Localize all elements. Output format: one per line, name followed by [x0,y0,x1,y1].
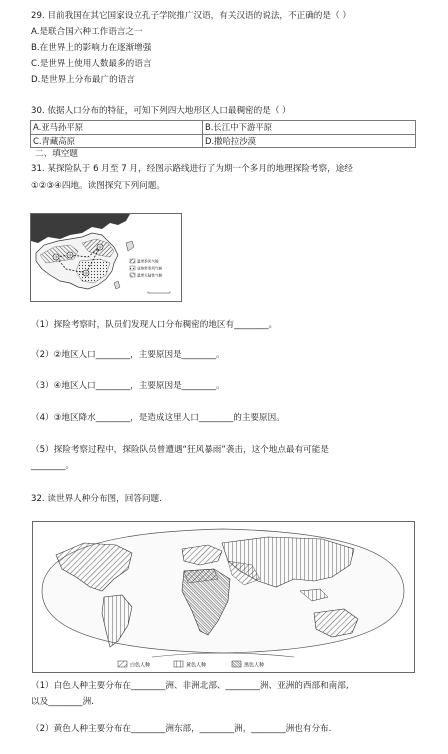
china-route-map [30,213,182,302]
section-heading: 二、填空题 [35,149,78,159]
q30-stem: 30. 依据人口分布的特征，可知下列四大地形区人口最稠密的是（ ） [31,106,291,116]
q29-option-b: B.在世界上的影响力在逐渐增强 [31,43,152,53]
legend-label-white: 白色人种 [130,662,151,669]
legend-swatch-black [232,661,241,667]
legend-label-2: 亚热带季风气候 [137,266,163,271]
q31-stem-line2: ①②③④四地。读图探究下列问题。 [31,181,165,191]
q30-option-d: D.撒哈拉沙漠 [203,134,416,148]
q29-option-c: C.是世界上使用人数最多的语言 [31,59,152,69]
world-race-map [32,521,415,673]
q31-sub3: （3）④地区人口________，主要原因是________。 [31,381,225,391]
q32-sub1-line1: （1）白色人种主要分布在________洲、非洲北部、________洲、亚洲的西部和南部, [31,681,349,691]
q31-sub4: （4）③地区降水________，是造成这里人口________的主要原因。 [31,413,285,423]
legend-swatch-2 [130,266,135,270]
q32-sub1-line2: 以及________洲. [31,697,94,707]
marker-1-label: ① [98,244,102,250]
q32-sub2: （2）黄色人种主要分布在________洲东部，________洲，________洲也有分布. [31,724,332,734]
q31-sub5-line2: ________。 [31,461,74,471]
q32-stem: 32. 读世界人种分布图，回答问题. [31,494,162,504]
legend-label-3: 温带大陆性气候 [137,273,163,278]
legend-swatch-yellow [174,661,183,667]
legend-swatch-3 [130,273,135,277]
q29-option-d: D.是世界上分布最广的语言 [31,75,135,85]
table-row [31,121,416,135]
q31-stem-line1: 31. 某探险队于 6 月至 7 月，经图示路线进行了为期一个多月的地理探险考察，途经 [31,164,353,174]
q30-option-c: C.青藏高原 [31,134,203,148]
q31-sub1: （1）探险考察时，队员们发现人口分布稠密的地区有________。 [31,320,278,330]
legend-swatch-1 [130,259,135,263]
q29-stem: 29. 目前我国在其它国家设立孔子学院推广汉语，有关汉语的说法，不正确的是（ ） [31,11,351,21]
table-row [31,134,416,148]
q31-sub5-line1: （5）探险考察过程中，探险队员曾遭遇“狂风暴雨”袭击，这个地点最有可能是 [31,445,329,455]
marker-4-label: ④ [84,270,88,276]
legend-swatch-white [118,661,127,667]
legend-label-black: 黑色人种 [244,662,265,669]
q30-option-a: A.亚马孙平原 [31,121,203,135]
legend-label-1: 温带季风气候 [137,259,159,264]
legend-label-yellow: 黄色人种 [186,662,207,669]
q30-option-b: B.长江中下游平原 [203,121,416,135]
q29-option-a: A.是联合国六种工作语言之一 [31,27,143,37]
q31-sub2: （2）②地区人口________，主要原因是________。 [31,350,225,360]
marker-2-label: ② [68,252,72,258]
marker-3-label: ③ [54,254,58,260]
q30-options-table [30,120,416,148]
